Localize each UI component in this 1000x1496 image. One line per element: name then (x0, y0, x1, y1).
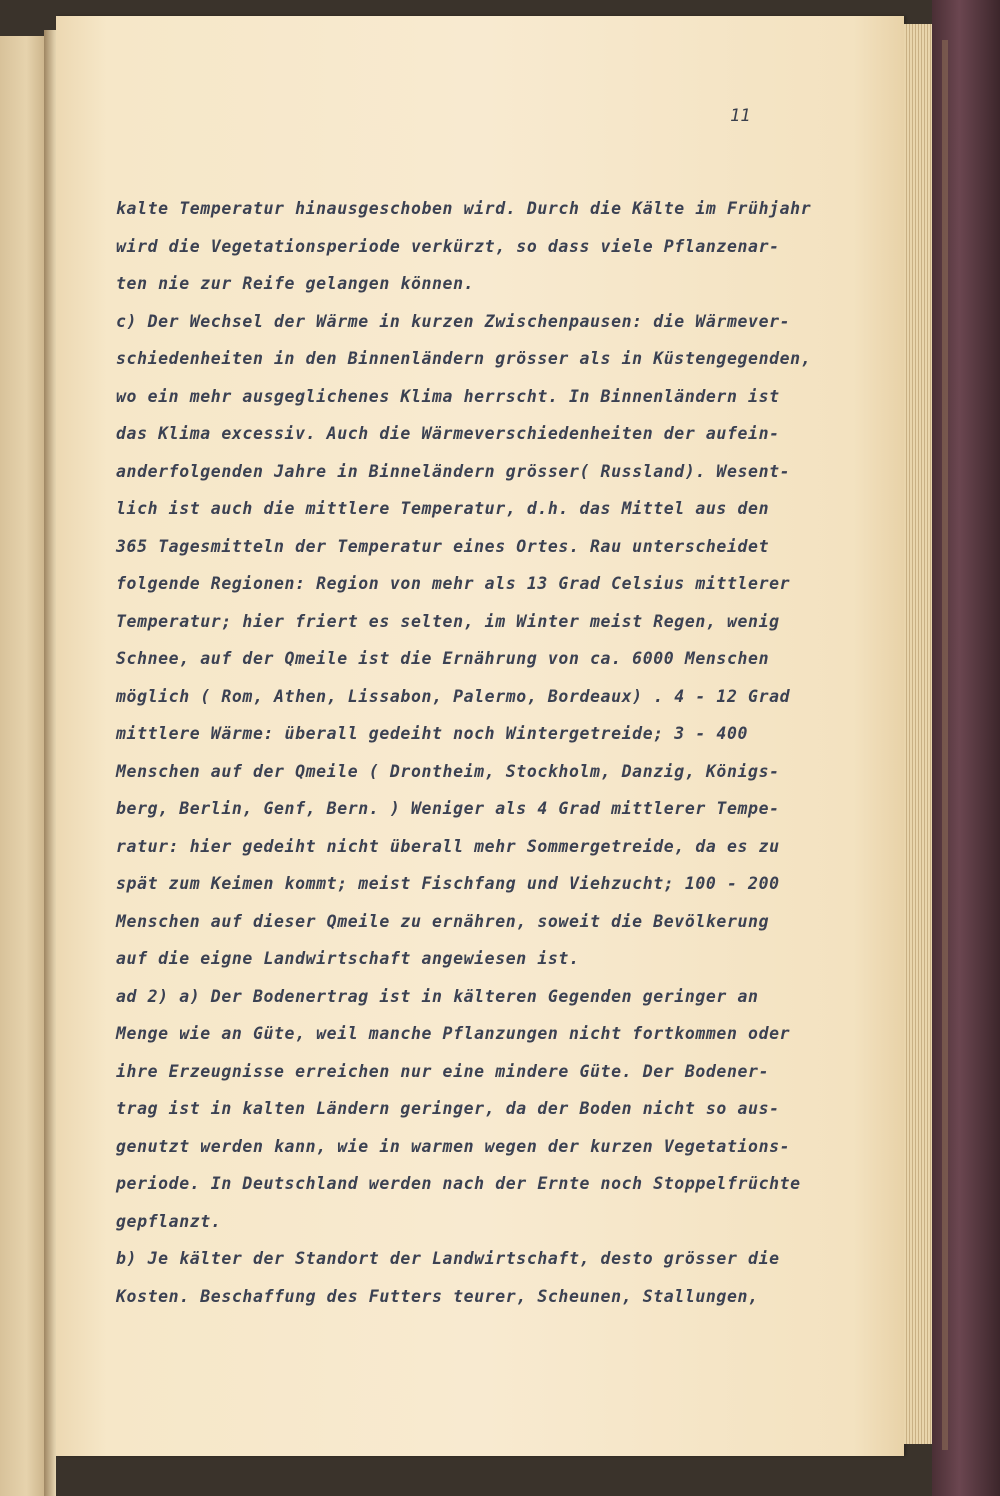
text-line: Menschen auf der Qmeile ( Drontheim, Stockholm, Danzig, Königs- (116, 761, 780, 781)
text-line: das Klima excessiv. Auch die Wärmeverschiedenheiten der aufein- (116, 424, 780, 443)
text-line: möglich ( Rom, Athen, Lissabon, Palermo, Bordeaux) . 4 - 12 Grad (116, 686, 791, 706)
text-line: trag ist in kalten Ländern geringer, da der Boden nicht so aus- (116, 1099, 780, 1118)
text-line: lich ist auch die mittlere Temperatur, d.h. das Mittel aus den (116, 499, 770, 518)
text-line: kalte Temperatur hinausgeschoben wird. Durch die Kälte im Frühjahr (116, 199, 812, 218)
text-line: mittlere Wärme: überall gedeiht noch Wintergetreide; 3 - 400 (116, 724, 749, 743)
text-line: genutzt werden kann, wie in warmen wegen der kurzen Vegetations- (116, 1136, 791, 1156)
text-line: ten nie zur Reife gelangen können. (116, 274, 475, 293)
text-line: c) Der Wechsel der Wärme in kurzen Zwischenpausen: die Wärmever- (116, 311, 791, 331)
page-edges (904, 24, 932, 1444)
cover-binding (942, 40, 948, 1450)
text-line: wo ein mehr ausgeglichenes Klima herrscht. In Binnenländern ist (116, 386, 780, 406)
text-line: Menge wie an Güte, weil manche Pflanzungen nicht fortkommen oder (116, 1024, 791, 1043)
left-page-edge (0, 36, 45, 1496)
text-line: b) Je kälter der Standort der Landwirtschaft, desto grösser die (116, 1249, 780, 1268)
text-line: Kosten. Beschaffung des Futters teurer, Scheunen, Stallungen, (116, 1286, 759, 1306)
text-line: folgende Regionen: Region von mehr als 13 Grad Celsius mittlerer (116, 574, 791, 593)
book-gutter (44, 30, 56, 1496)
text-line: anderfolgenden Jahre in Binneländern grösser( Russland). Wesent- (116, 461, 791, 481)
text-line: gepflanzt. (116, 1211, 222, 1231)
text-line: periode. In Deutschland werden nach der Ernte noch Stoppelfrüchte (116, 1174, 801, 1193)
page-number: 11 (730, 106, 751, 126)
text-line: Schnee, auf der Qmeile ist die Ernährung von ca. 6000 Menschen (116, 649, 770, 668)
text-line: ad 2) a) Der Bodenertrag ist in kälteren Gegenden geringer an (116, 986, 759, 1006)
typewritten-text (116, 190, 846, 1315)
text-line: Temperatur; hier friert es selten, im Winter meist Regen, wenig (116, 611, 780, 631)
text-line: schiedenheiten in den Binnenländern grösser als in Küstengegenden, (116, 349, 812, 368)
text-line: ratur: hier gedeiht nicht überall mehr Sommergetreide, da es zu (116, 836, 780, 856)
text-line: spät zum Keimen kommt; meist Fischfang und Viehzucht; 100 - 200 (116, 874, 780, 893)
text-line: wird die Vegetationsperiode verkürzt, so dass viele Pflanzenar- (116, 236, 780, 256)
text-line: berg, Berlin, Genf, Bern. ) Weniger als 4 Grad mittlerer Tempe- (116, 799, 780, 818)
text-line: 365 Tagesmitteln der Temperatur eines Ortes. Rau unterscheidet (116, 536, 770, 556)
text-line: auf die eigne Landwirtschaft angewiesen ist. (116, 949, 580, 968)
text-line: Menschen auf dieser Qmeile zu ernähren, soweit die Bevölkerung (116, 911, 770, 931)
text-line: ihre Erzeugnisse erreichen nur eine mindere Güte. Der Bodener- (116, 1061, 770, 1081)
